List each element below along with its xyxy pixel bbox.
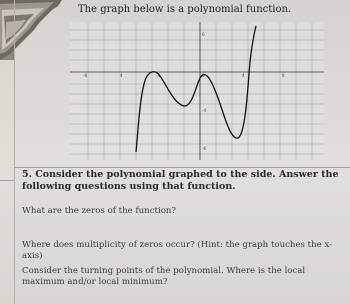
- question-5-heading: 5. Consider the polynomial graphed to the side. Answer the following questions using that function.: [22, 169, 339, 192]
- tick-label: -8: [83, 73, 87, 78]
- divider-line: [14, 167, 350, 168]
- question-zeros: What are the zeros of the function?: [22, 206, 177, 216]
- tick-label: 4: [242, 73, 245, 78]
- tick-label: 4: [120, 73, 123, 78]
- tick-label: -4: [202, 108, 206, 113]
- tick-label: 8: [282, 73, 285, 78]
- polynomial-graph: [70, 22, 324, 160]
- tick-label: -6: [202, 146, 206, 151]
- question-turning-points: Consider the turning points of the polynomial. Where is the local maximum and/or local minimum?: [22, 266, 306, 287]
- tick-label: -4: [156, 73, 160, 78]
- tick-label: 0: [202, 73, 205, 78]
- intro-text: The graph below is a polynomial function.: [78, 4, 292, 15]
- question-multiplicity: Where does multiplicity of zeros occur? (Hint: the graph touches the x-axis): [22, 240, 333, 261]
- divider-line-margin: [0, 180, 14, 181]
- desk-background: [0, 0, 80, 60]
- page-margin-line: [14, 0, 15, 304]
- tick-label: 6: [202, 32, 205, 37]
